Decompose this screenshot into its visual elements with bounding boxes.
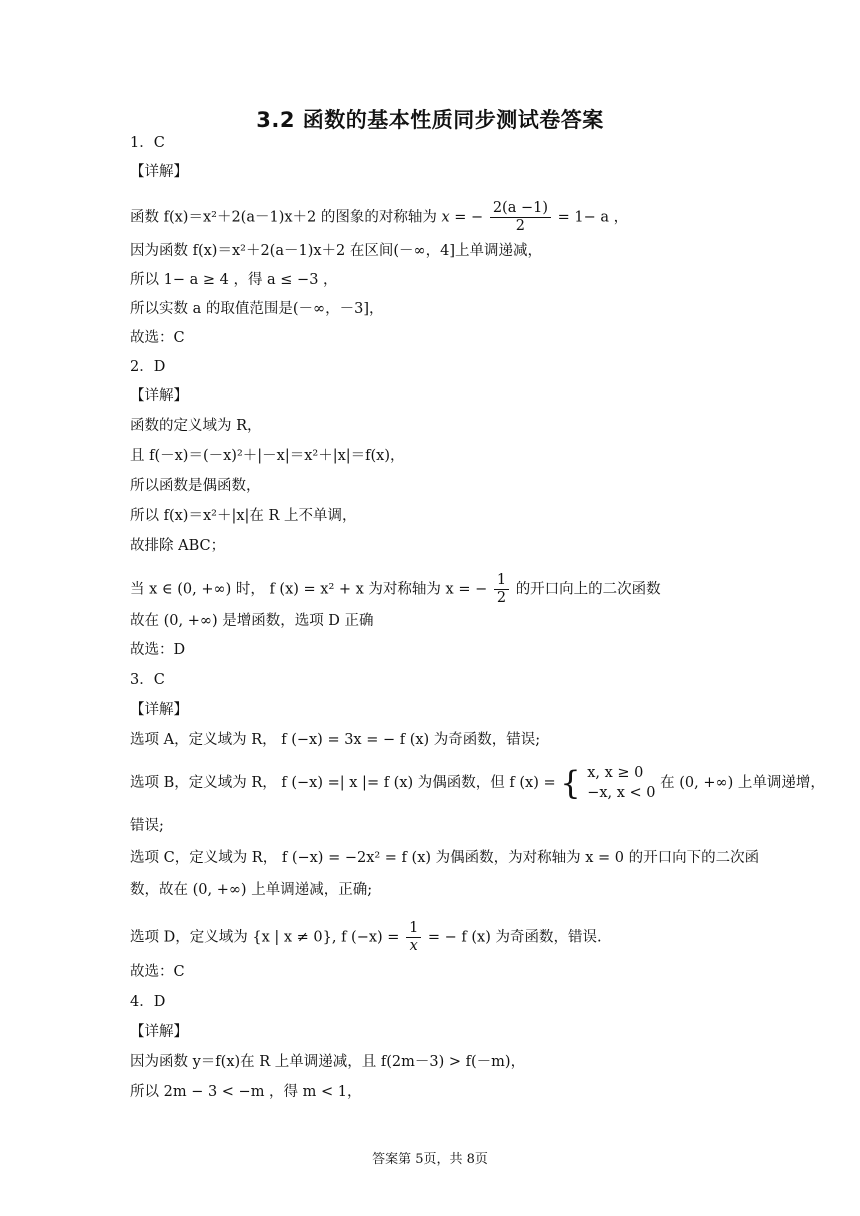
q1-line-1 — [130, 200, 628, 235]
q1-line-2: 因为函数 f(x)＝x²＋2(a－1)x＋2 在区间(－∞，4]上单调递减， — [130, 243, 542, 259]
q3-line-4: 选项 C，定义域为 R， f (−x) = −2x² = f (x) 为偶函数，为对称轴为 x = 0 的开口向下的二次函 — [130, 850, 760, 866]
q4-detail-label: 【详解】 — [130, 1024, 188, 1040]
page-footer: 答案第 5页，共 8页 — [372, 1152, 488, 1167]
q3-case-1: x, x ≥ 0 — [587, 765, 644, 781]
q2-line-3: 所以函数是偶函数， — [130, 478, 261, 494]
q3-line-6-rest: = − f (x) 为奇函数，错误. — [427, 929, 602, 946]
q2-fraction — [494, 572, 509, 607]
q2-fraction-denominator: 2 — [496, 590, 507, 606]
q1-detail-label: 【详解】 — [130, 164, 188, 180]
q3-fraction-denominator: x — [409, 938, 418, 954]
q4-number: 4．D — [130, 994, 166, 1010]
q1-line-4: 所以实数 a 的取值范围是(－∞，－3]， — [130, 301, 384, 317]
q2-number: 2．D — [130, 359, 166, 375]
q2-line-8: 故选：D — [130, 642, 186, 658]
q4-line-1: 因为函数 y＝f(x)在 R 上单调递减，且 f(2m－3) > f(－m)， — [130, 1054, 526, 1070]
q2-fraction-numerator: 1 — [494, 572, 509, 590]
q2-line-2: 且 f(－x)＝(－x)²＋|－x|＝x²＋|x|＝f(x)， — [130, 448, 405, 464]
q2-line-1: 函数的定义域为 R， — [130, 418, 262, 434]
q3-fraction — [406, 920, 421, 955]
q2-detail-label: 【详解】 — [130, 388, 188, 404]
q1-line-1-x: x = − — [441, 209, 484, 226]
q3-piecewise-cases — [587, 763, 655, 803]
q3-line-5: 数，故在 (0, +∞) 上单调递减，正确; — [130, 882, 373, 898]
q3-line-2-text: 选项 B，定义域为 R， f (−x) =| x |= f (x) 为偶函数，但 f (x) = — [130, 775, 556, 791]
q3-line-2 — [130, 763, 825, 803]
q3-piecewise-brace: { — [560, 764, 581, 802]
q3-line-6 — [130, 920, 602, 955]
q3-line-1: 选项 A，定义域为 R， f (−x) = 3x = − f (x) 为奇函数，错误; — [130, 732, 541, 748]
q3-line-2-rest: 在 (0, +∞) 上单调递增， — [660, 775, 825, 791]
q1-number: 1．C — [130, 135, 165, 151]
q2-line-6 — [130, 572, 661, 607]
q1-fraction-numerator: 2(a −1) — [490, 200, 551, 218]
q3-line-3: 错误; — [130, 818, 164, 834]
q3-line-6-text: 选项 D，定义域为 {x | x ≠ 0}, f (−x) = — [130, 929, 400, 946]
q3-detail-label: 【详解】 — [130, 702, 188, 718]
q2-line-4: 所以 f(x)＝x²＋|x|在 R 上不单调， — [130, 508, 357, 524]
page-title: 3.2 函数的基本性质同步测试卷答案 — [256, 108, 604, 132]
q3-line-7: 故选：C — [130, 964, 185, 980]
q2-line-5: 故排除 ABC； — [130, 538, 226, 554]
q1-line-3: 所以 1− a ≥ 4 ，得 a ≤ −3 ， — [130, 272, 338, 288]
q2-line-6-text: 当 x ∈ (0, +∞) 时， f (x) = x² + x 为对称轴为 x = − — [130, 581, 488, 598]
q3-fraction-numerator: 1 — [406, 920, 421, 938]
q4-line-2: 所以 2m − 3 < −m ，得 m < 1， — [130, 1084, 362, 1100]
q1-line-1-result: = 1− a ， — [557, 209, 629, 226]
q3-number: 3．C — [130, 672, 165, 688]
q1-fraction-denominator: 2 — [515, 218, 526, 234]
q3-case-2: −x, x < 0 — [587, 785, 656, 801]
q1-fraction — [490, 200, 551, 235]
q1-line-1-text: 函数 f(x)＝x²＋2(a－1)x＋2 的图象的对称轴为 — [130, 209, 437, 226]
q2-line-6-rest: 的开口向上的二次函数 — [515, 581, 661, 598]
q1-line-5: 故选：C — [130, 330, 185, 346]
q2-line-7: 故在 (0, +∞) 是增函数，选项 D 正确 — [130, 613, 374, 629]
